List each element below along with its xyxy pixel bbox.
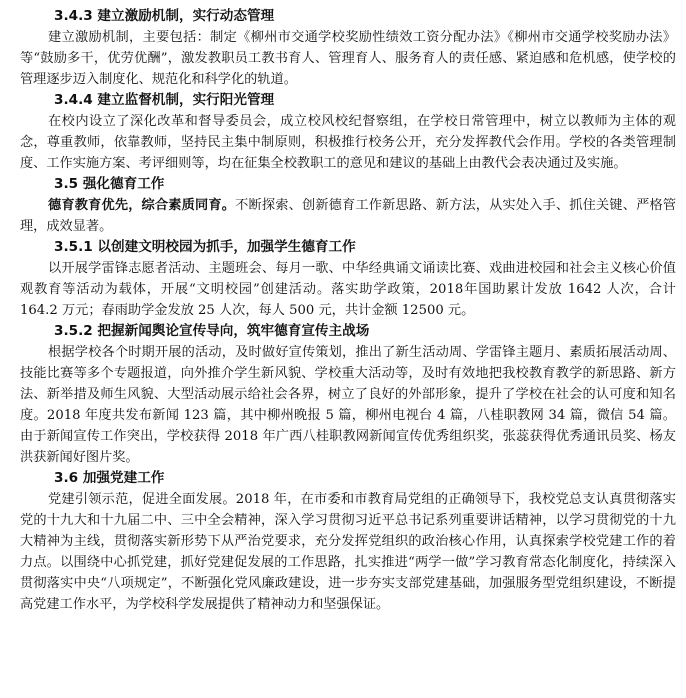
paragraph <box>20 195 676 237</box>
paragraph <box>20 111 676 174</box>
section-heading: 3.4.4 建立监督机制，实行阳光管理 <box>54 92 275 108</box>
paragraph-text: 根据学校各个时期开展的活动，及时做好宣传策划，推出了新生活动周、学雷锋主题月、素质拓展活动周、技能比赛等多个专题报道，向外推介学生新风貌、学校重大活动等，及时有效地把我校教育教学的新思路、新方法、新举措及师生风貌、大型活动展示给社会各界，树立了良好的外部形象，提升了学校在社会的认可度和知名度。2018 年度共发布新闻 123 篇，其中柳州晚报 5 篇，柳州电视台 4 篇，八桂职教网 34 篇，微信 54 篇。由于新闻宣传工作突出，学校获得 2018 年广西八桂职教网新闻宣传优秀组织奖，张蕊获得优秀通讯员奖、杨友洪获新闻好图片奖。 <box>20 345 676 465</box>
paragraph-text: 不断探索、创新德育工作新思路、新方法，从实处入手、抓住关键、严格管理，成效显著。 <box>20 198 677 234</box>
section-heading: 3.6 加强党建工作 <box>54 470 165 486</box>
section-heading: 3.5.1 以创建文明校园为抓手，加强学生德育工作 <box>54 239 356 255</box>
section-3-5-1 <box>20 237 676 321</box>
section-heading: 3.5.2 把握新闻舆论宣传导向，筑牢德育宣传主战场 <box>54 323 370 339</box>
paragraph-text: 建立激励机制，主要包括：制定《柳州市交通学校奖励性绩效工资分配办法》《柳州市交通学校奖励办法》等“鼓励多干，优劳优酬”，激发教职员工教书育人、管理育人、服务育人的责任感、紧迫感和危机感，使学校的管理逐步迈入制度化、规范化和科学化的轨道。 <box>20 30 676 87</box>
section-heading: 3.4.3 建立激励机制，实行动态管理 <box>54 8 275 24</box>
paragraph <box>20 489 676 615</box>
section-3-5 <box>20 174 676 237</box>
paragraph <box>20 258 676 321</box>
paragraph-lead: 德育教育优先，综合素质同育。 <box>48 198 236 213</box>
paragraph-text: 以开展学雷锋志愿者活动、主题班会、每月一歌、中华经典诵文诵读比赛、戏曲进校园和社会主义核心价值观教育等活动为载体，开展“文明校园”创建活动。落实助学政策，2018年国助累计发放 1642 人次，合计 164.2 万元；春雨助学金发放 25 人次，每人 500 元，共计金额 12500 元。 <box>20 261 676 318</box>
section-3-4-3 <box>20 6 676 90</box>
paragraph <box>20 342 676 468</box>
paragraph-text: 在校内设立了深化改革和督导委员会，成立校风校纪督察组，在学校日常管理中，树立以教师为主体的观念，尊重教师，依靠教师，坚持民主集中制原则，积极推行校务公开，充分发挥教代会作用。学校的各类管理制度、工作实施方案、考评细则等，均在征集全校教职工的意见和建议的基础上由教代会表决通过及实施。 <box>20 114 676 171</box>
section-3-5-2 <box>20 321 676 468</box>
section-heading: 3.5 强化德育工作 <box>54 176 165 192</box>
paragraph-text: 党建引领示范，促进全面发展。2018 年，在市委和市教育局党组的正确领导下，我校党总支认真贯彻落实党的十九大和十九届二中、三中全会精神，深入学习贯彻习近平总书记系列重要讲话精神，以学习贯彻党的十九大精神为主线，贯彻落实新形势下从严治党要求，充分发挥党组织的政治核心作用，认真探索学校党建工作的着力点。以围绕中心抓党建，抓好党建促发展的工作思路，扎实推进“两学一做”学习教育常态化制度化，持续深入贯彻落实中央“八项规定”，不断强化党风廉政建设，进一步夯实支部党建基础，加强服务型党组织建设，不断提高党建工作水平，为学校科学发展提供了精神动力和坚强保证。 <box>20 492 676 612</box>
section-3-4-4 <box>20 90 676 174</box>
section-3-6 <box>20 468 676 615</box>
paragraph <box>20 27 676 90</box>
